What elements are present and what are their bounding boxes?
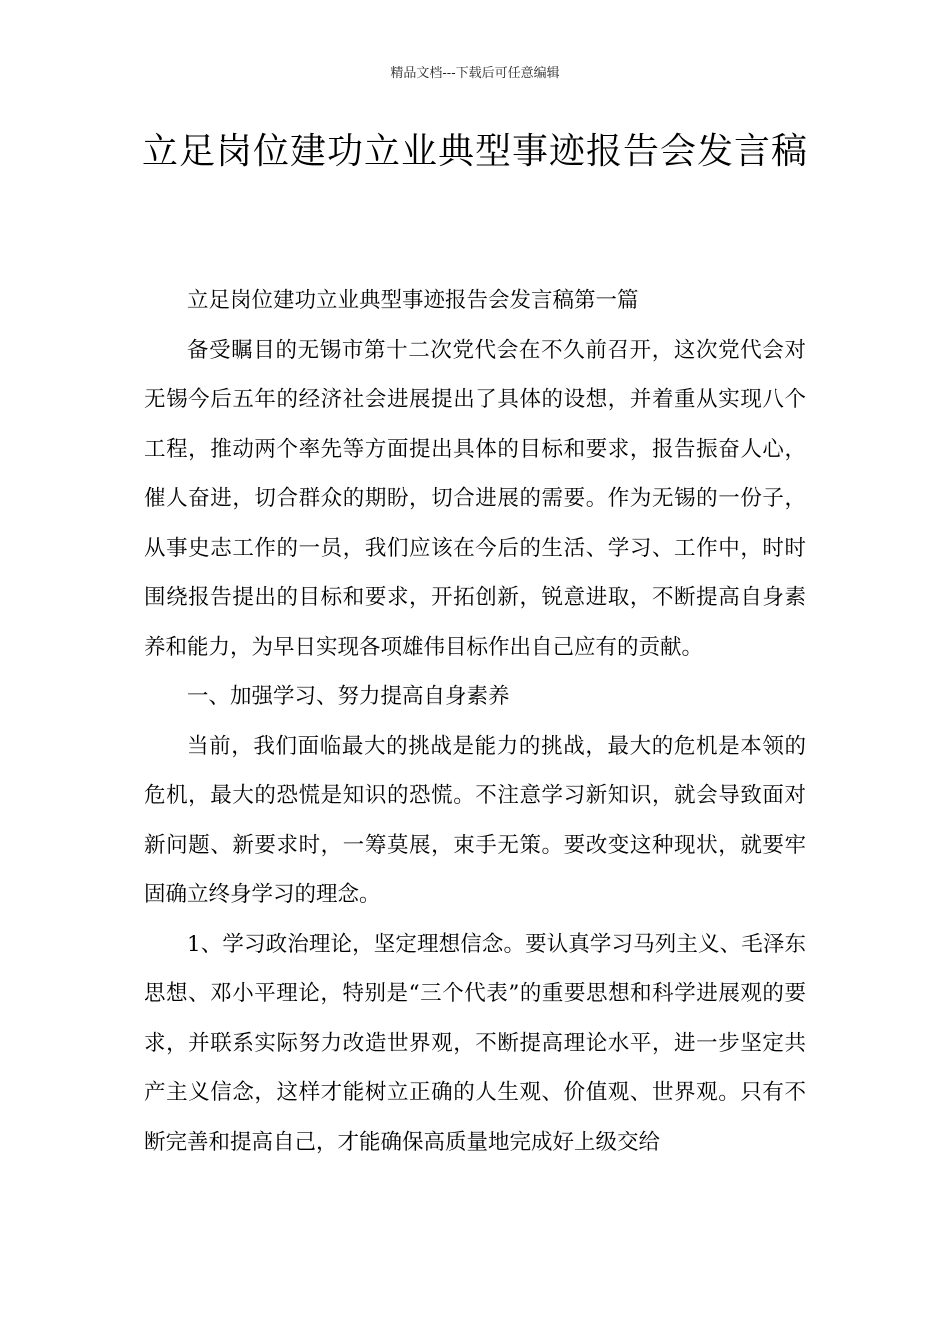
page-header: 精品文档---下载后可任意编辑 bbox=[390, 66, 560, 81]
document-title: 立足岗位建功立业典型事迹报告会发言稿 bbox=[141, 131, 808, 172]
body-paragraph: 1、学习政治理论，坚定理想信念。要认真学习马列主义、毛泽东思想、邓小平理论，特别是“三个代表”的重要思想和科学进展观的要求，并联系实际努力改造世界观，不断提高理论水平，进一步坚定共产主义信念，这样才能树立正确的人生观、价值观、世界观。只有不断完善和提高自己，才能确保高质量地完成好上级交给 bbox=[144, 931, 806, 1155]
document-body bbox=[144, 276, 806, 1167]
subtitle-paragraph: 立足岗位建功立业典型事迹报告会发言稿第一篇 bbox=[187, 288, 639, 313]
body-paragraph: 当前，我们面临最大的挑战是能力的挑战，最大的危机是本领的危机，最大的恐慌是知识的恐慌。不注意学习新知识，就会导致面对新问题、新要求时，一筹莫展，束手无策。要改变这种现状，就要牢固确立终身学习的理念。 bbox=[144, 733, 806, 907]
body-paragraph: 备受瞩目的无锡市第十二次党代会在不久前召开，这次党代会对无锡今后五年的经济社会进展提出了具体的设想，并着重从实现八个工程，推动两个率先等方面提出具体的目标和要求，报告振奋人心，催人奋进，切合群众的期盼，切合进展的需要。作为无锡的一份子，从事史志工作的一员，我们应该在今后的生活、学习、工作中，时时围绕报告提出的目标和要求，开拓创新，锐意进取，不断提高自身素养和能力，为早日实现各项雄伟目标作出自己应有的贡献。 bbox=[144, 337, 806, 660]
section-heading: 一、加强学习、努力提高自身素养 bbox=[187, 684, 510, 709]
